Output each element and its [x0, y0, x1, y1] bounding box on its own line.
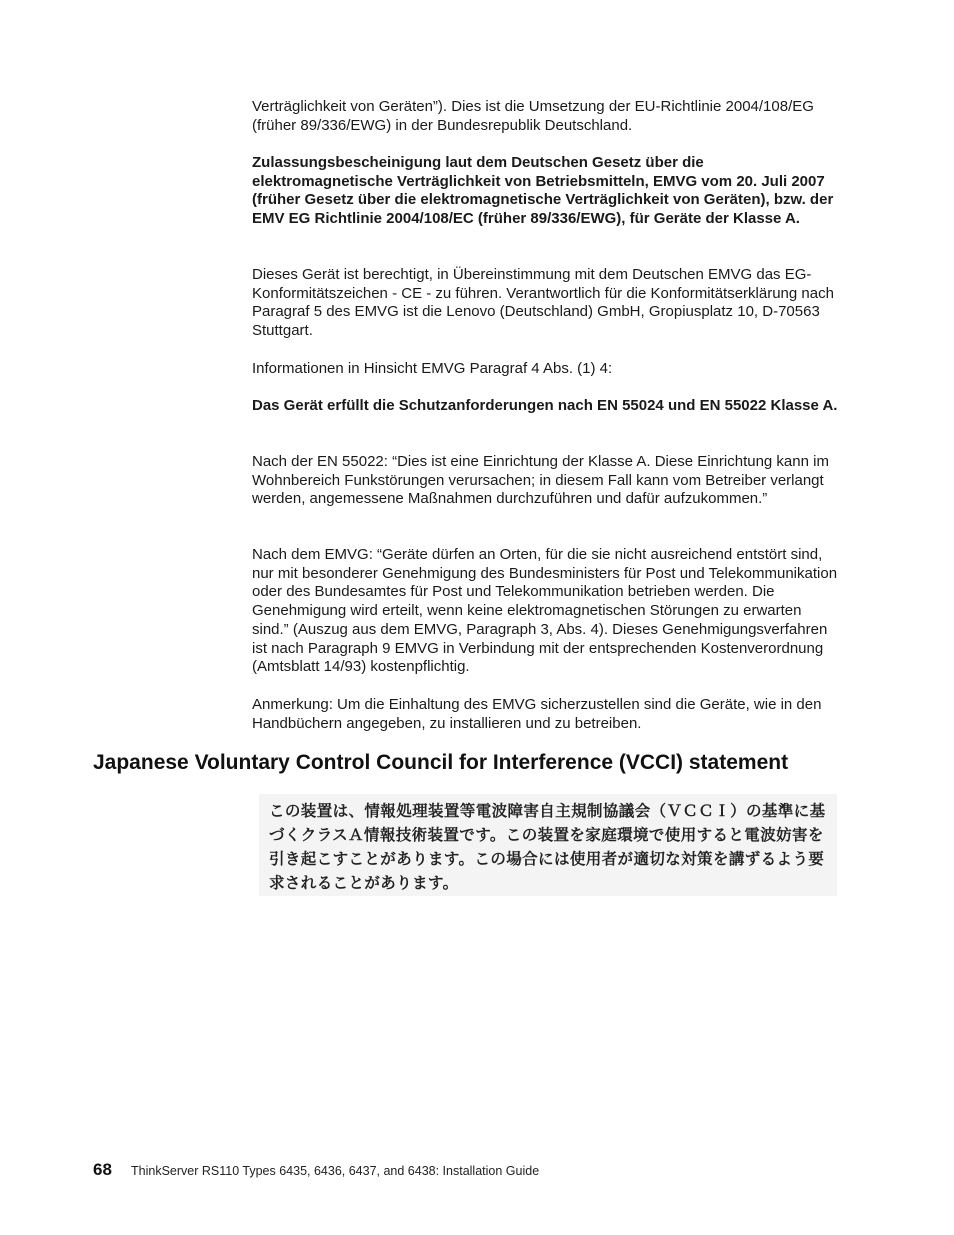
vcci-statement-box — [259, 794, 837, 896]
paragraph-emvg-info: Informationen in Hinsicht EMVG Paragraf 4 Abs. (1) 4: — [252, 360, 613, 377]
paragraph-certification-heading: Zulassungsbescheinigung laut dem Deutschen Gesetz über die elektromagnetische Verträglichkeit von Betriebsmitteln, EMVG vom 20. Juli 2007 (früher Gesetz über die elektromagnetische Verträglichkeit von Geräten), bzw. der EMV EG Richtlinie 2004/108/EC (früher 89/336/EWG), für Geräte der Klasse A. — [252, 154, 834, 228]
paragraph-protection-requirements: Das Gerät erfüllt die Schutzanforderungen nach EN 55024 und EN 55022 Klasse A. — [252, 397, 838, 414]
page-number: 68 — [93, 1160, 112, 1179]
page-footer — [93, 1160, 853, 1184]
paragraph-emvg-quote: Nach dem EMVG: “Geräte dürfen an Orten, für die sie nicht ausreichend entstört sind, nur mit besonderer Genehmigung des Bundesministers für Post und Telekommunikation oder des Bundesamtes für Post und Telekommunikation betrieben werden. Die Genehmigung wird erteilt, wenn keine elektromagnetischen Störungen zu erwarten sind.” (Auszug aus dem EMVG, Paragraph 3, Abs. 4). Dieses Genehmigungsverfahren ist nach Paragraph 9 EMVG in Verbindung mit der entsprechenden Kostenverordnung (Amtsblatt 14/93) kostenpflichtig. — [252, 546, 838, 676]
paragraph-en55022-quote: Nach der EN 55022: “Dies ist eine Einrichtung der Klasse A. Diese Einrichtung kann im Wohnbereich Funkstörungen verursachen; in diesem Fall kann vom Betreiber verlangt werden, angemessene Maßnahmen durchzuführen und dafür aufzukommen.” — [252, 453, 829, 508]
vcci-statement-text: この装置は、情報処理装置等電波障害自主規制協議会（ＶＣＣＩ）の基準に基づくクラスＡ情報技術装置です。この装置を家庭環境で使用すると電波妨害を引き起こすことがあります。この場合には使用者が適切な対策を講ずるよう要求されることがあります。 — [269, 802, 826, 892]
document-title: ThinkServer RS110 Types 6435, 6436, 6437, and 6438: Installation Guide — [131, 1164, 540, 1178]
paragraph-note: Anmerkung: Um die Einhaltung des EMVG sicherzustellen sind die Geräte, wie in den Handbüchern angegeben, zu installieren und zu betreiben. — [252, 696, 822, 732]
paragraph-ce-conformity: Dieses Gerät ist berechtigt, in Übereinstimmung mit dem Deutschen EMVG das EG-Konformitätszeichen - CE - zu führen. Verantwortlich für die Konformitätserklärung nach Paragraf 5 des EMVG ist die Lenovo (Deutschland) GmbH, Gropiusplatz 10, D-70563 Stuttgart. — [252, 266, 834, 340]
section-heading-vcci: Japanese Voluntary Control Council for Interference (VCCI) statement — [93, 751, 789, 774]
paragraph-emvg-intro: Verträglichkeit von Geräten”). Dies ist die Umsetzung der EU-Richtlinie 2004/108/EG (früher 89/336/EWG) in der Bundesrepublik Deutschland. — [252, 98, 814, 134]
